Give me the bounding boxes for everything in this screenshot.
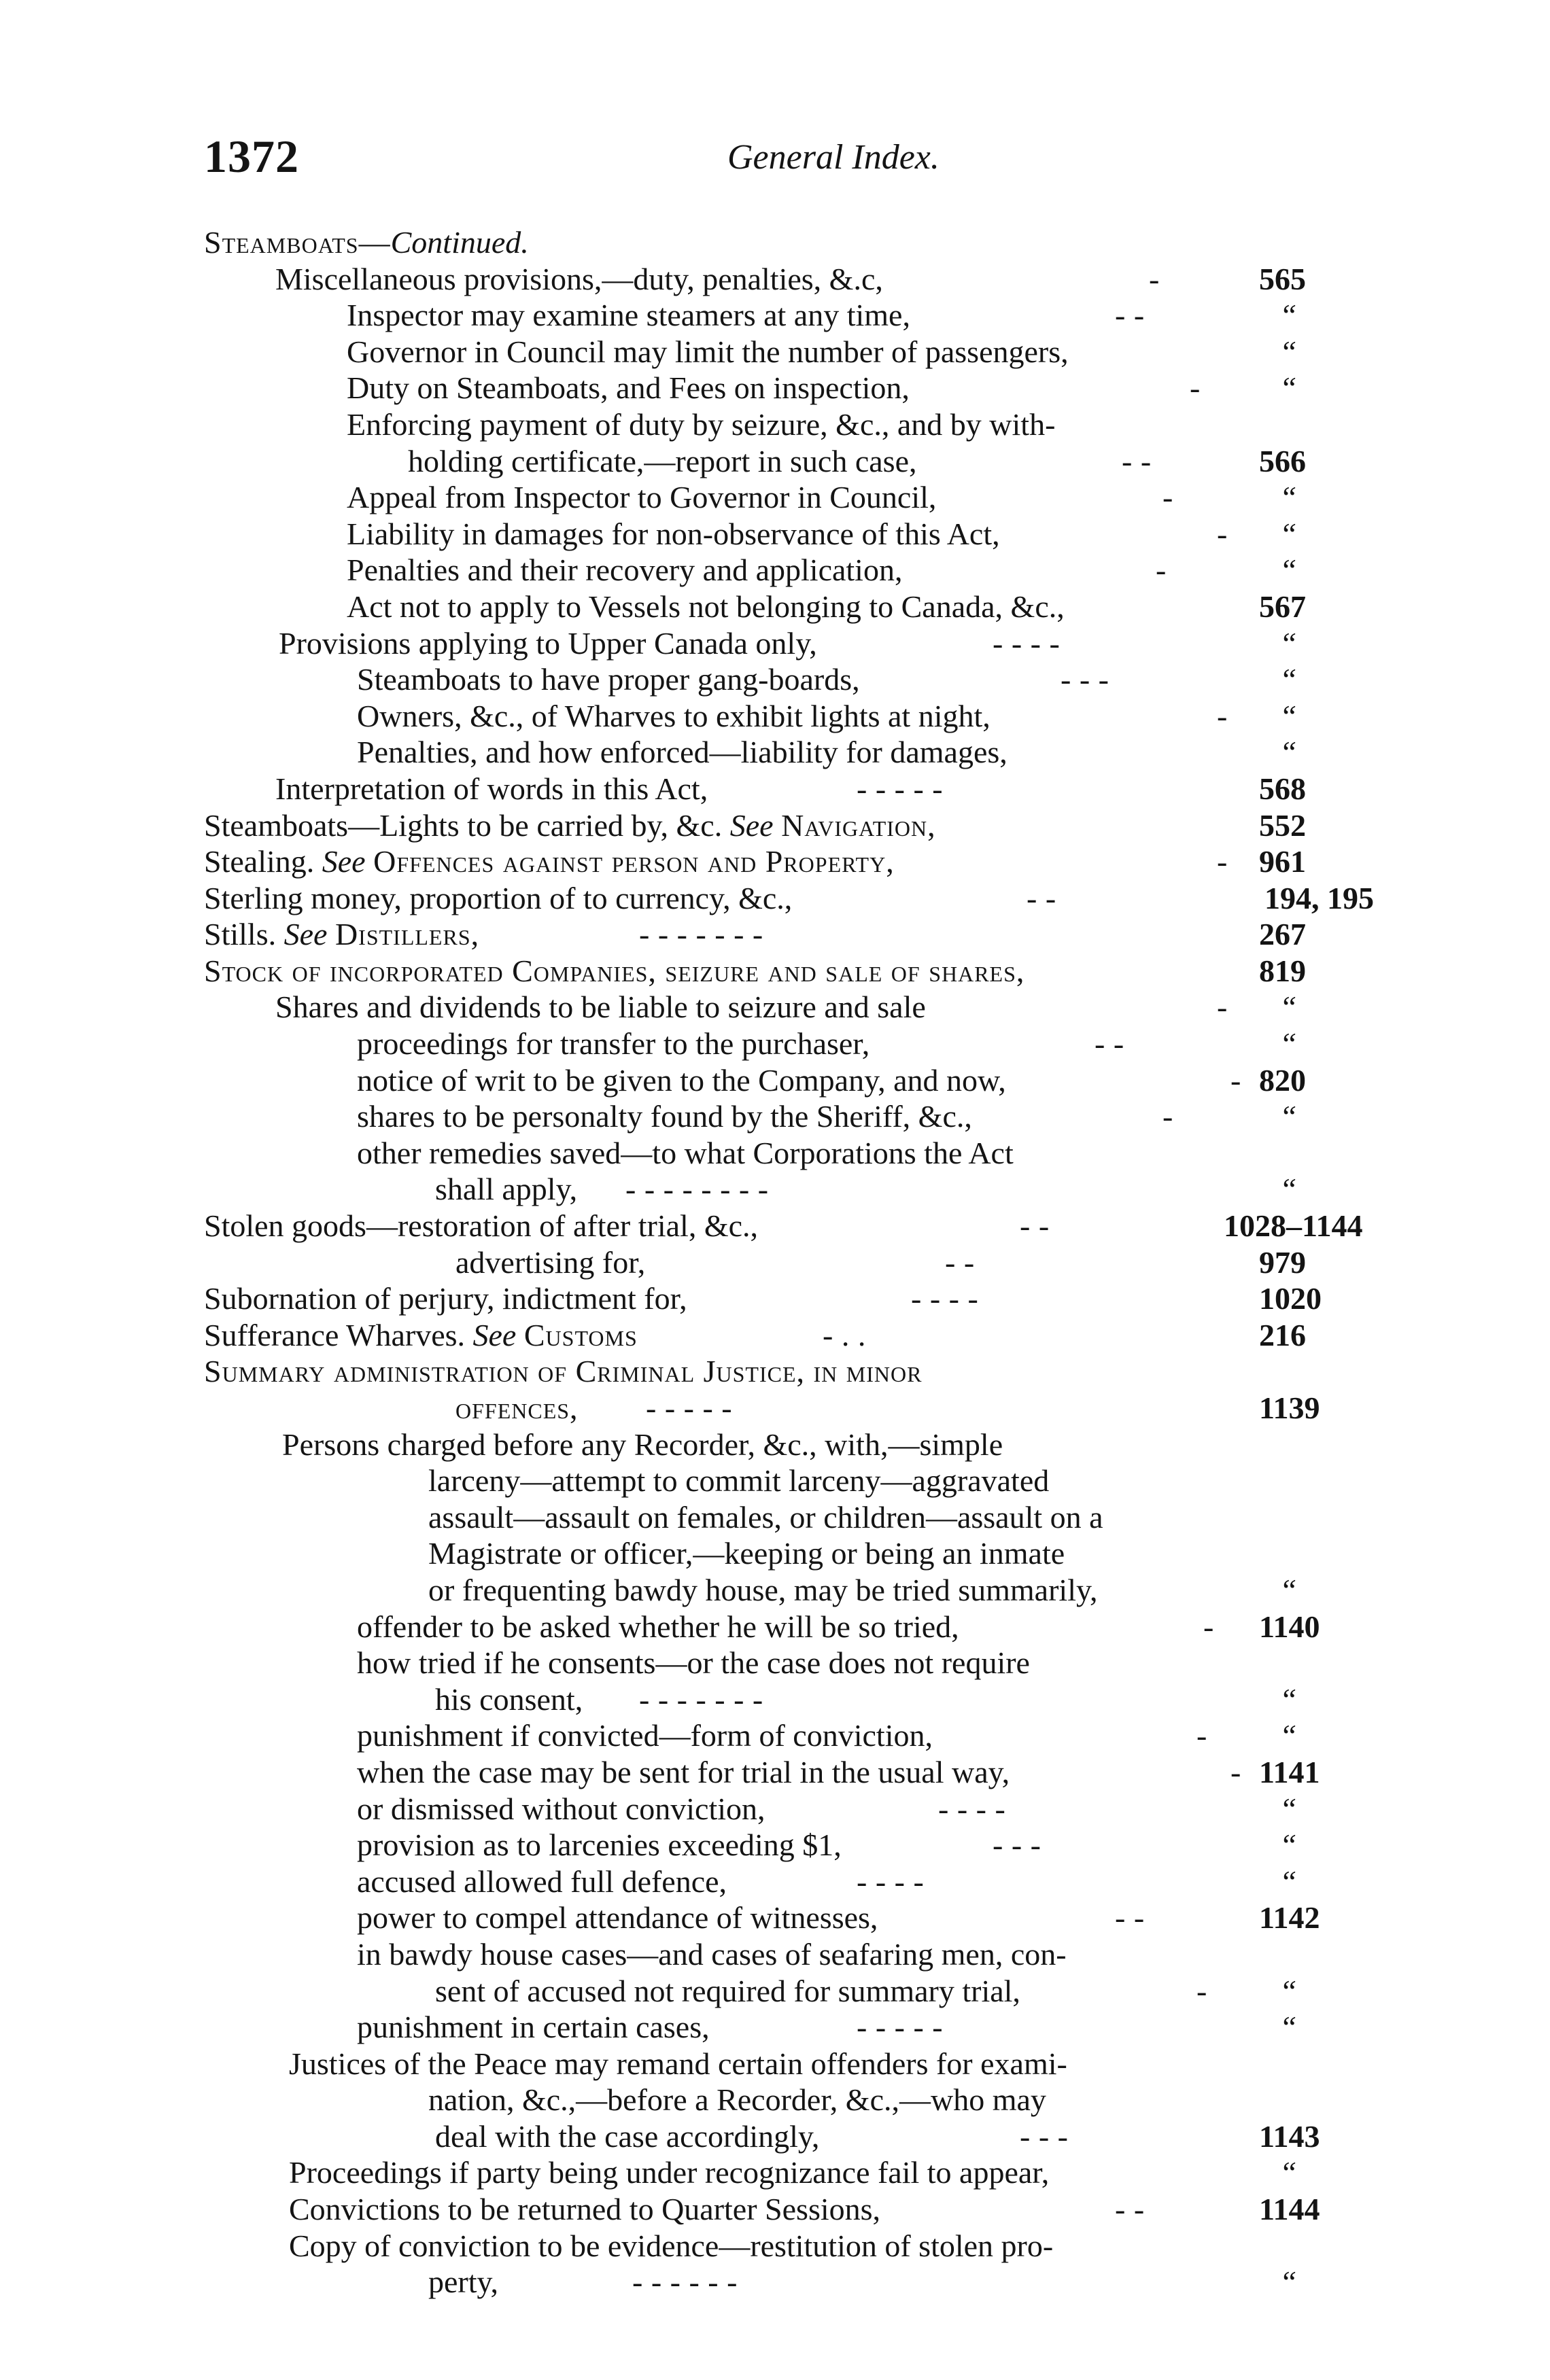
entry-text: nation, &c.,—before a Recorder, &c.,—who may [428,2082,1046,2118]
entry-text: Stealing. See Offences against person and Property, [204,844,895,879]
page-reference: 194, 195 [1264,880,1374,915]
index-line [0,1171,1550,1208]
leader-dashes: - - [945,1244,975,1280]
entry-text: shares to be personalty found by the Sheriff, &c., [357,1099,972,1134]
leader-dashes: - - - [1020,2118,1069,2154]
entry-text: Sterling money, proportion of to currency, &c., [204,880,793,915]
leader-dashes: - [1217,698,1228,733]
index-line [0,1280,1550,1317]
entry-text: his consent, [435,1681,583,1717]
entry-text: deal with the case accordingly, [435,2118,820,2154]
entry-text: punishment if convicted—form of conviction, [357,1718,933,1753]
entry-text: Governor in Council may limit the number of passengers, [347,334,1069,369]
page-reference: 1028–1144 [1224,1208,1363,1244]
index-line [0,2264,1550,2300]
index-line [0,2046,1550,2082]
leader-dashes: - - [1020,1208,1050,1244]
running-title: General Index. [727,138,940,177]
ditto-mark: “ [1279,662,1297,697]
leader-dashes: - - [1115,298,1145,333]
index-entries [0,224,1550,2300]
entry-text: notice of writ to be given to the Company, and now, [357,1062,1006,1098]
index-line [0,2154,1550,2191]
ditto-mark: “ [1279,1681,1297,1717]
index-line [0,1390,1550,1427]
entry-text: Subornation of perjury, indictment for, [204,1281,687,1316]
ditto-mark: “ [1279,1026,1297,1062]
index-line [0,989,1550,1026]
index-line [0,1863,1550,1900]
ditto-mark: “ [1279,2264,1297,2300]
entry-text: accused allowed full defence, [357,1863,727,1899]
leader-dashes: - - [1115,2192,1145,2227]
entry-text: Appeal from Inspector to Governor in Council, [347,480,937,515]
entry-text: provision as to larcenies exceeding $1, [357,1827,842,1863]
leader-dashes: - - - - [993,625,1061,661]
index-line [0,1900,1550,1936]
entry-text: or frequenting bawdy house, may be tried summarily, [428,1572,1098,1607]
index-line [0,552,1550,589]
leader-dashes: - - - - [938,1791,1006,1826]
leader-dashes: - [1203,1609,1214,1644]
entry-text: Convictions to be returned to Quarter Sessions, [289,2192,881,2227]
entry-text: punishment in certain cases, [357,2010,710,2045]
index-line [0,1208,1550,1244]
leader-dashes: - - - - [911,1281,979,1316]
index-line [0,625,1550,662]
index-line [0,261,1550,298]
entry-text: offender to be asked whether he will be so tried, [357,1609,959,1644]
ditto-mark: “ [1279,480,1297,515]
index-line [0,443,1550,480]
index-line [0,2118,1550,2155]
entry-text: Copy of conviction to be evidence—restitution of stolen pro- [289,2228,1054,2263]
index-line [0,953,1550,990]
index-line [0,334,1550,370]
index-line [0,1499,1550,1536]
entry-text: or dismissed without conviction, [357,1791,765,1826]
leader-dashes: - - - - [857,1863,925,1899]
index-line [0,661,1550,698]
page-reference: 1144 [1259,2192,1320,2227]
ditto-mark: “ [1279,553,1297,588]
ditto-mark: “ [1279,1718,1297,1753]
entry-text: Stills. See Distillers, [204,917,480,952]
ditto-mark: “ [1279,1973,1297,2008]
ditto-mark: “ [1279,2010,1297,2045]
page-reference: 1143 [1259,2118,1320,2154]
index-line [0,807,1550,844]
entry-text: proceedings for transfer to the purchaser, [357,1026,870,1062]
leader-dashes: - [1196,1718,1207,1753]
index-line [0,2082,1550,2118]
page-reference: 819 [1259,953,1306,988]
entry-text: Persons charged before any Recorder, &c., with,—simple [282,1427,1003,1462]
page-reference: 267 [1259,917,1306,952]
entry-heading: Steamboats—Continued. [204,225,529,260]
leader-dashes: - [1217,990,1228,1025]
entry-text: Magistrate or officer,—keeping or being an inmate [428,1536,1065,1571]
entry-text: Penalties and their recovery and application, [347,553,903,588]
entry-text: Inspector may examine steamers at any time, [347,298,910,333]
leader-dashes: - [1230,1754,1241,1789]
index-line [0,698,1550,735]
entry-text: in bawdy house cases—and cases of seafaring men, con- [357,1936,1067,1972]
index-line [0,1317,1550,1354]
index-line [0,224,1550,261]
index-line [0,1535,1550,1572]
page-reference: 1141 [1259,1754,1320,1789]
ditto-mark: “ [1279,698,1297,733]
page-reference: 979 [1259,1244,1306,1280]
index-line [0,1717,1550,1754]
leader-dashes: - [1230,1062,1241,1098]
page-number: 1372 [204,130,299,182]
index-line [0,479,1550,516]
ditto-mark: “ [1279,1827,1297,1863]
page-reference: 1020 [1259,1281,1322,1316]
ditto-mark: “ [1279,1863,1297,1899]
index-line [0,1098,1550,1135]
entry-text: holding certificate,—report in such case, [408,443,917,478]
entry-text: other remedies saved—to what Corporations the Act [357,1135,1014,1170]
page-reference: 552 [1259,807,1306,843]
entry-text: Penalties, and how enforced—liability for damages, [357,735,1008,770]
ditto-mark: “ [1279,990,1297,1025]
index-line [0,589,1550,625]
entry-text: Owners, &c., of Wharves to exhibit lights at night, [357,698,991,733]
page-reference: 1139 [1259,1390,1320,1425]
index-line [0,406,1550,443]
ditto-mark: “ [1279,370,1297,406]
ditto-mark: “ [1279,334,1297,369]
leader-dashes: - - [1095,1026,1124,1062]
index-line [0,771,1550,807]
leader-dashes: - - - - - [857,771,944,806]
ditto-mark: “ [1279,298,1297,333]
leader-dashes: - - - [993,1827,1041,1863]
entry-text: Shares and dividends to be liable to seizure and sale [275,990,926,1025]
entry-text: when the case may be sent for trial in the usual way, [357,1754,1010,1789]
ditto-mark: “ [1279,2155,1297,2190]
index-line [0,1572,1550,1609]
entry-text: Act not to apply to Vessels not belonging to Canada, &c., [347,589,1065,624]
ditto-mark: “ [1279,516,1297,551]
index-line [0,1609,1550,1645]
entry-text: sent of accused not required for summary trial, [435,1973,1020,2008]
leader-dashes: - [1162,480,1173,515]
index-line [0,1645,1550,1681]
index-line [0,370,1550,406]
entry-text: advertising for, [455,1244,646,1280]
index-line [0,880,1550,917]
index-line [0,1827,1550,1863]
entry-text: Enforcing payment of duty by seizure, &c., and by with- [347,406,1056,442]
entry-text: offences, [455,1390,579,1425]
entry-text: Proceedings if party being under recognizance fail to appear, [289,2155,1050,2190]
page-reference: 216 [1259,1317,1306,1352]
leader-dashes: - - - - - - [632,2264,738,2300]
entry-text: Duty on Steamboats, and Fees on inspection, [347,370,910,406]
ditto-mark: “ [1279,1172,1297,1207]
entry-text: Stock of incorporated Companies, seizure and sale of shares, [204,953,1025,988]
index-line [0,1353,1550,1390]
page-reference: 566 [1259,443,1306,478]
leader-dashes: - [1217,844,1228,879]
entry-text: how tried if he consents—or the case does not require [357,1645,1030,1681]
index-line [0,1754,1550,1791]
leader-dashes: - - - - - - - [639,1681,763,1717]
entry-text: Interpretation of words in this Act, [275,771,708,806]
index-line [0,843,1550,880]
leader-dashes: - . . [823,1317,866,1352]
leader-dashes: - - - [1061,662,1109,697]
page-reference: 1142 [1259,1900,1320,1936]
index-line [0,2009,1550,2046]
ditto-mark: “ [1279,1572,1297,1607]
entry-text: larceny—attempt to commit larceny—aggravated [428,1463,1050,1499]
page-reference: 568 [1259,771,1306,806]
index-line [0,1973,1550,2010]
leader-dashes: - [1217,516,1228,551]
entry-text: Liability in damages for non-observance of this Act, [347,516,1000,551]
entry-text: Steamboats to have proper gang-boards, [357,662,860,697]
ditto-mark: “ [1279,1099,1297,1134]
index-line [0,734,1550,771]
index-line [0,297,1550,334]
entry-text: Steamboats—Lights to be carried by, &c. See Navigation, [204,807,936,843]
entry-text: Stolen goods—restoration of after trial, &c., [204,1208,759,1244]
index-line [0,1427,1550,1463]
page-header [0,129,1550,183]
page-reference: 961 [1259,844,1306,879]
index-line [0,1135,1550,1172]
ditto-mark: “ [1279,625,1297,661]
index-line [0,2228,1550,2264]
ditto-mark: “ [1279,735,1297,770]
index-line [0,1244,1550,1281]
leader-dashes: - - - - - - - [639,917,763,952]
index-line [0,1463,1550,1499]
entry-text: perty, [428,2264,499,2300]
leader-dashes: - - - - - [646,1390,733,1425]
entry-text: Sufferance Wharves. See Customs [204,1317,638,1352]
index-line [0,1062,1550,1099]
entry-text: Justices of the Peace may remand certain offenders for exami- [289,2046,1067,2081]
page-reference: 565 [1259,261,1306,296]
leader-dashes: - - - - - - - - [625,1172,769,1207]
leader-dashes: - - [1122,443,1152,478]
entry-text: Summary administration of Criminal Justice, in minor [204,1354,923,1389]
entry-text: Provisions applying to Upper Canada only, [279,625,817,661]
leader-dashes: - [1149,261,1160,296]
leader-dashes: - [1196,1973,1207,2008]
index-line [0,916,1550,953]
leader-dashes: - [1190,370,1201,406]
leader-dashes: - - [1115,1900,1145,1936]
index-line [0,1026,1550,1062]
ditto-mark: “ [1279,1791,1297,1826]
leader-dashes: - - - - - [857,2010,944,2045]
page-reference: 1140 [1259,1609,1320,1644]
leader-dashes: - - [1027,880,1056,915]
index-line [0,1791,1550,1827]
entry-text: power to compel attendance of witnesses, [357,1900,878,1936]
entry-text: shall apply, [435,1172,578,1207]
page-reference: 820 [1259,1062,1306,1098]
index-line [0,516,1550,553]
index-line [0,2191,1550,2228]
leader-dashes: - [1162,1099,1173,1134]
entry-text: assault—assault on females, or children—assault on a [428,1499,1103,1535]
leader-dashes: - [1156,553,1167,588]
entry-text: Miscellaneous provisions,—duty, penalties, &.c, [275,261,883,296]
index-line [0,1936,1550,1973]
page-reference: 567 [1259,589,1306,624]
index-line [0,1681,1550,1718]
